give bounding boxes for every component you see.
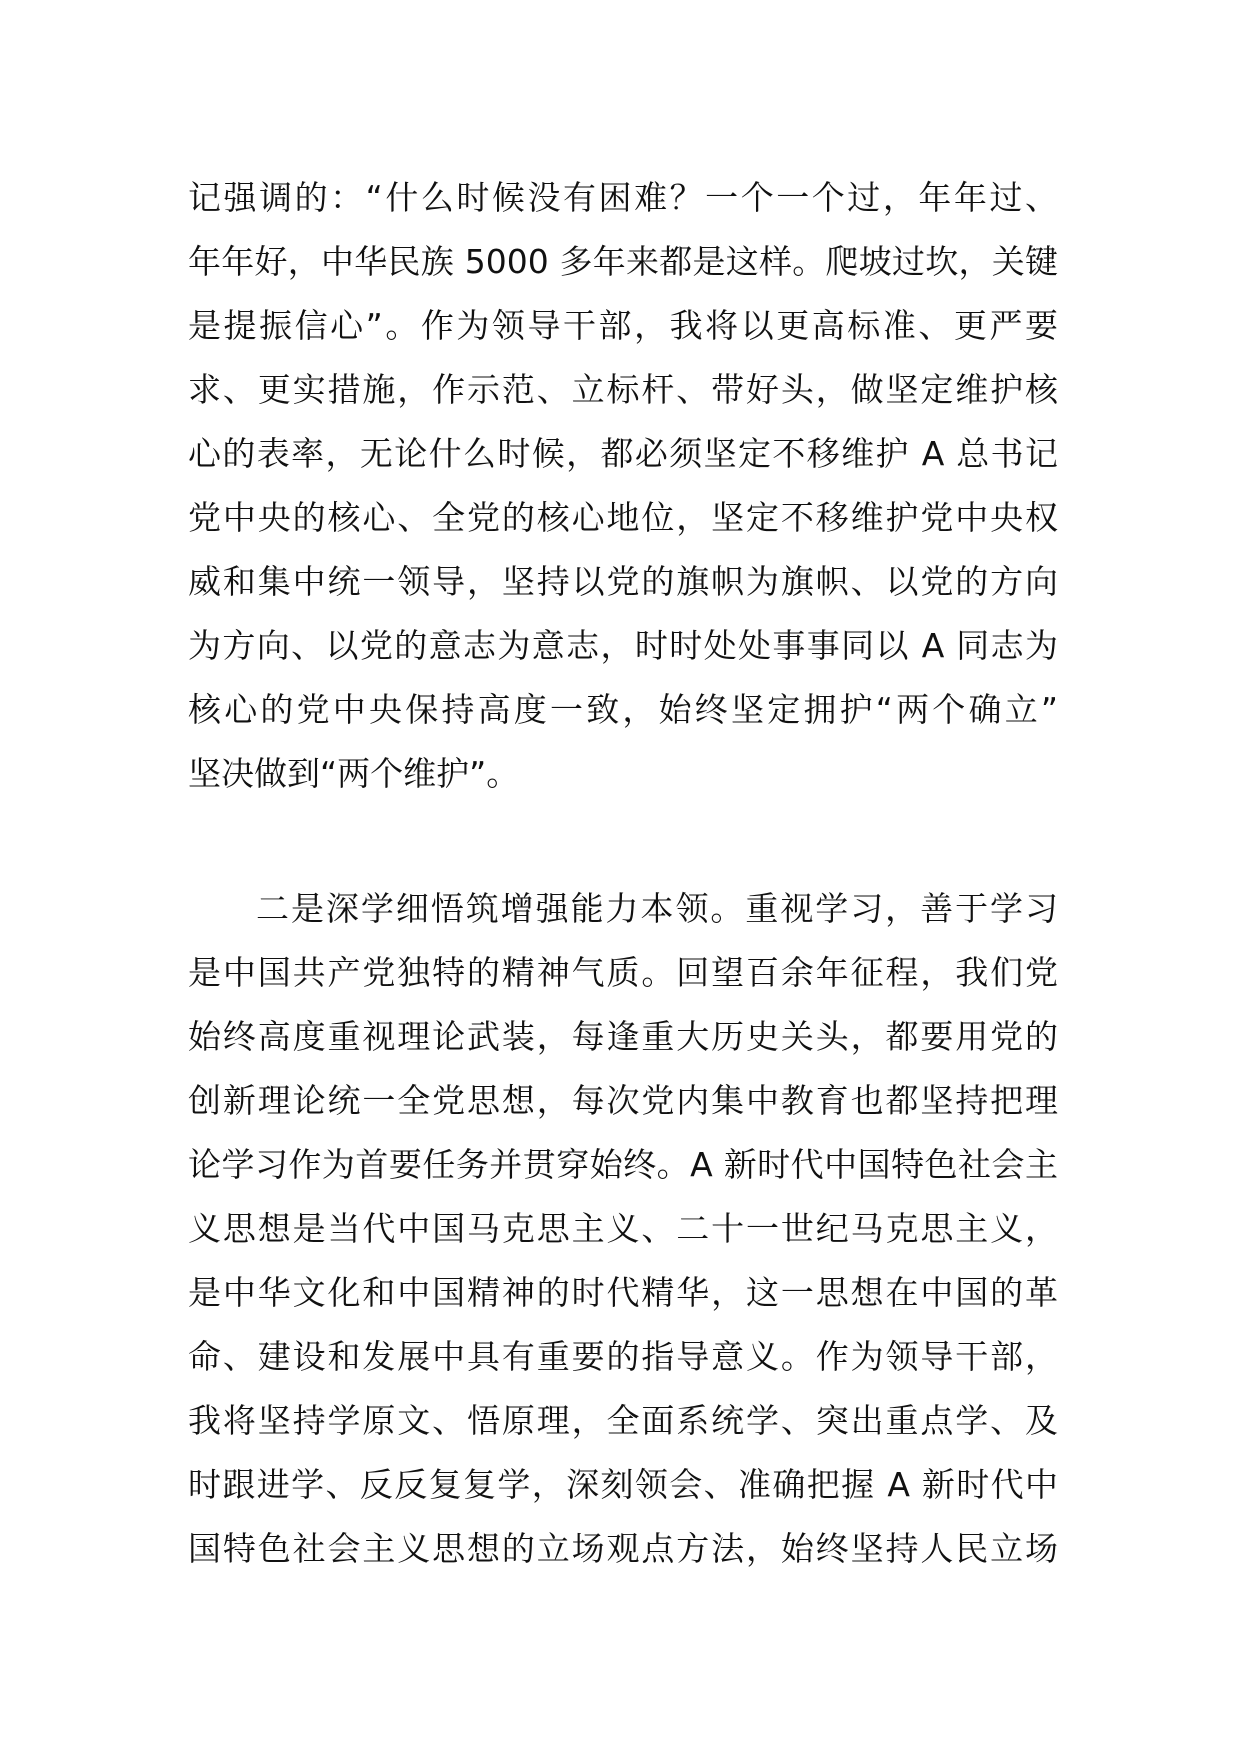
text-line: 创新理论统一全党思想，每次党内集中教育也都坚持把理	[188, 1081, 1058, 1120]
paragraph-2	[188, 877, 1058, 1581]
text-line: 时跟进学、反反复复学，深刻领会、准确把握 A 新时代中	[188, 1465, 1058, 1504]
text-line: 坚决做到“两个维护”。	[188, 754, 520, 793]
text-line: 命、建设和发展中具有重要的指导意义。作为领导干部，	[188, 1337, 1058, 1376]
text-line: 党中央的核心、全党的核心地位，坚定不移维护党中央权	[188, 498, 1058, 537]
text-line: 义思想是当代中国马克思主义、二十一世纪马克思主义，	[188, 1209, 1058, 1248]
text-line: 是中华文化和中国精神的时代精华，这一思想在中国的革	[188, 1273, 1058, 1312]
text-line: 二是深学细悟筑增强能力本领。重视学习，善于学习	[256, 889, 1058, 928]
text-line: 为方向、以党的意志为意志，时时处处事事同以 A 同志为	[188, 626, 1058, 665]
text-line: 心的表率，无论什么时候，都必须坚定不移维护 A 总书记	[188, 434, 1058, 473]
text-line: 论学习作为首要任务并贯穿始终。A 新时代中国特色社会主	[188, 1145, 1058, 1184]
text-line: 核心的党中央保持高度一致，始终坚定拥护“两个确立”	[188, 690, 1058, 729]
text-line: 始终高度重视理论武装，每逢重大历史关头，都要用党的	[188, 1017, 1058, 1056]
text-line: 求、更实措施，作示范、立标杆、带好头，做坚定维护核	[188, 370, 1058, 409]
text-line: 是中国共产党独特的精神气质。回望百余年征程，我们党	[188, 953, 1058, 992]
text-line: 我将坚持学原文、悟原理，全面系统学、突出重点学、及	[188, 1401, 1058, 1440]
text-line: 记强调的：“什么时候没有困难？一个一个过，年年过、	[188, 178, 1058, 217]
text-line: 威和集中统一领导，坚持以党的旗帜为旗帜、以党的方向	[188, 562, 1058, 601]
text-line: 国特色社会主义思想的立场观点方法，始终坚持人民立场	[188, 1529, 1058, 1568]
text-line: 年年好，中华民族 5000 多年来都是这样。爬坡过坎，关键	[188, 242, 1058, 281]
text-line: 是提振信心”。作为领导干部，我将以更高标准、更严要	[188, 306, 1058, 345]
paragraph-1	[188, 166, 1058, 806]
